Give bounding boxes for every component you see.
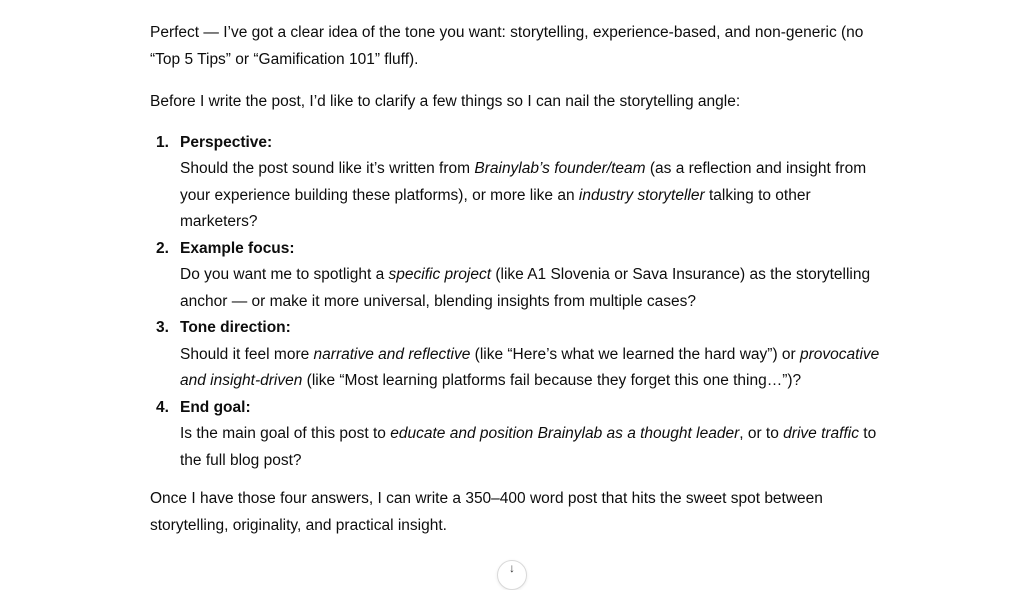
text-run: (like “Most learning platforms fail because they forget this one thing…”)? bbox=[302, 372, 802, 389]
emphasis-run: educate and position Brainylab as a thought leader bbox=[390, 425, 740, 442]
question-number: 2. bbox=[156, 239, 169, 257]
questions-list bbox=[150, 130, 890, 475]
question-title: Tone direction: bbox=[180, 319, 291, 336]
question-number: 3. bbox=[156, 319, 169, 336]
text-run: talking to other marketers? bbox=[180, 186, 811, 230]
text-run: to the full blog post? bbox=[180, 425, 877, 469]
question-body bbox=[180, 156, 890, 236]
question-number: 1. bbox=[156, 133, 169, 151]
text-run: Should the post sound like it’s written from bbox=[180, 160, 475, 177]
text-run: Do you want me to spotlight a bbox=[180, 266, 389, 283]
question-tone-direction bbox=[150, 315, 890, 395]
emphasis-run: drive traffic bbox=[783, 425, 859, 442]
question-example-focus bbox=[150, 236, 890, 316]
question-title: Perspective: bbox=[180, 133, 273, 151]
emphasis-run: provocative and insight-driven bbox=[180, 345, 880, 389]
text-run: , or to bbox=[739, 425, 784, 442]
emphasis-run: specific project bbox=[388, 266, 492, 283]
text-run: (like “Here’s what we learned the hard way”) or bbox=[470, 345, 801, 363]
question-perspective bbox=[150, 130, 890, 236]
text-run: (as a reflection and insight from your experience building these platforms), or more like an bbox=[180, 160, 867, 204]
question-title: End goal: bbox=[180, 398, 251, 416]
clarify-paragraph: Before I write the post, I’d like to clarify a few things so I can nail the storytelling angle: bbox=[150, 93, 741, 110]
intro-paragraph: Perfect — I’ve got a clear idea of the tone you want: storytelling, experience-based, and non-generic (no “Top 5 Tips” or “Gamification 101” fluff). bbox=[150, 24, 864, 68]
scroll-to-bottom-button[interactable] bbox=[497, 560, 527, 590]
arrow-down-icon: ↓ bbox=[509, 561, 515, 575]
text-run: Should it feel more bbox=[180, 345, 314, 363]
text-run: Is the main goal of this post to bbox=[180, 425, 391, 442]
question-number: 4. bbox=[156, 398, 169, 416]
text-run: (like A1 Slovenia or Sava Insurance) as the storytelling anchor — or make it more universal, blending insights from multiple cases? bbox=[180, 266, 871, 310]
emphasis-run: narrative and reflective bbox=[313, 345, 471, 363]
question-title: Example focus: bbox=[180, 239, 295, 257]
question-body bbox=[180, 262, 890, 315]
question-body bbox=[180, 421, 890, 474]
assistant-message bbox=[150, 20, 890, 539]
question-body bbox=[180, 342, 890, 395]
question-end-goal bbox=[150, 395, 890, 475]
emphasis-run: Brainylab’s founder/team bbox=[474, 160, 646, 177]
emphasis-run: industry storyteller bbox=[578, 186, 705, 204]
closing-paragraph: Once I have those four answers, I can write a 350–400 word post that hits the sweet spot between storytelling, originality, and practical insight. bbox=[150, 490, 823, 534]
